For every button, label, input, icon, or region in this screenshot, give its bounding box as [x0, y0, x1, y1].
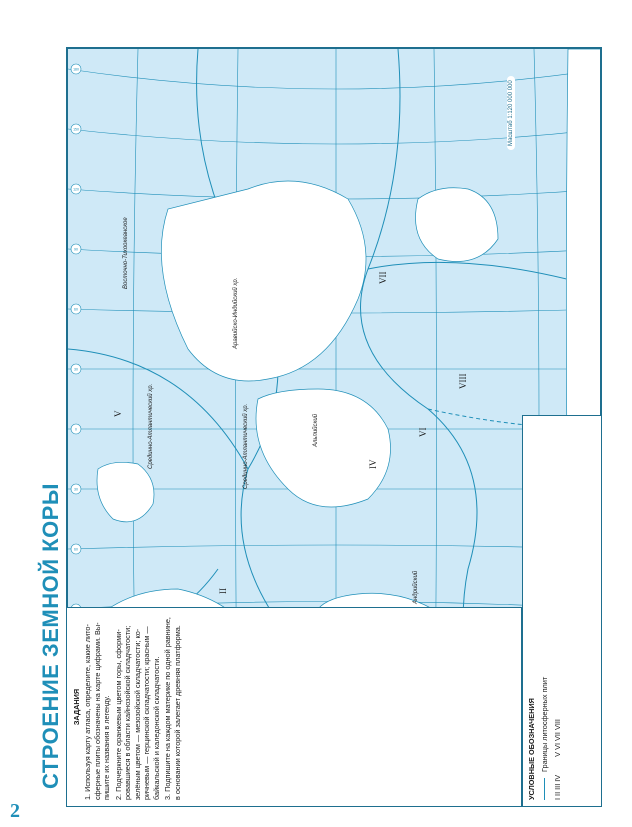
legend-row-boundary	[540, 422, 549, 800]
page-title: СТРОЕНИЕ ЗЕМНОЙ КОРЫ	[38, 483, 63, 789]
ridge-label: Срединно-Атлантический хр.	[148, 383, 154, 469]
task-item: 1. Используя карту атласа, определите, какие лито-сферные плиты обозначены на карте цифрами. Вы-пишите их названия в легенду.	[83, 622, 112, 800]
meridian-number: 30	[74, 487, 78, 492]
plate-label-vii: VII	[378, 271, 388, 284]
plate-label-v: V	[113, 410, 123, 417]
meridian-line	[68, 129, 602, 144]
meridian-number: 180	[73, 67, 79, 72]
meridian-number: 0	[75, 427, 77, 432]
meridian-line	[68, 69, 602, 89]
plate-label-iv: IV	[368, 459, 378, 469]
legend-boundary-label: Границы литосферных плит	[540, 676, 549, 772]
legend-title: УСЛОВНЫЕ ОБОЗНАЧЕНИЯ	[527, 698, 536, 800]
task-item: 3. Подпишите на каждом материке по одной равнине, в основании которой залегает древняя платформа.	[163, 617, 182, 800]
legend-plate-num: I	[553, 797, 562, 800]
tasks-box	[66, 607, 522, 807]
scale-label: Масштаб 1:120 000 000	[507, 76, 515, 150]
ridge-label: Аравийско-Индийский хр.	[233, 277, 239, 349]
legend-plate-num: VII	[553, 732, 562, 741]
legend-plate-num: IV	[553, 774, 562, 782]
meridian-number: 30	[74, 367, 78, 372]
legend-plates	[553, 422, 562, 800]
legend-plate-num: VIII	[553, 719, 562, 731]
ridge-label: Восточно-Тихоокеанское	[123, 217, 129, 289]
legend-plate-num: III	[553, 783, 562, 790]
ridge-label: Альпийский	[313, 413, 319, 447]
boundary-line-swatch	[544, 778, 545, 800]
australia-landmass	[416, 188, 499, 262]
meridian-number: 120	[73, 187, 79, 192]
meridian-number: 90	[74, 247, 78, 252]
tasks-heading: ЗАДАНИЯ	[72, 688, 81, 726]
meridian-number: 150	[73, 127, 79, 132]
legend-plate-num: VI	[553, 743, 562, 750]
legend-plate-num: II	[553, 791, 562, 796]
meridian-number: 60	[74, 307, 78, 312]
page-number: 2	[10, 800, 20, 822]
legend-plate-num: V	[553, 751, 562, 757]
plate-label-viii: VIII	[458, 373, 468, 389]
plate-label-vi: VI	[418, 427, 428, 437]
ridge-label: Срединно-Атлантический хр.	[243, 403, 249, 489]
task-item: 2. Подчеркните оранжевым цветом горы, сформи-ровавшиеся в области кайнозойской складчатости; зелёным цветом — мезозойской складчатости; ко-ричневым — герцинской складчатости; красным — байкальской и каледонской складчатости.	[113, 625, 161, 800]
meridian-number: 60	[74, 547, 78, 552]
greenland-landmass	[97, 462, 154, 522]
plate-label-ii: II	[218, 588, 228, 594]
eurasia-landmass	[161, 181, 366, 381]
ridge-label: Андрийский	[413, 570, 419, 604]
